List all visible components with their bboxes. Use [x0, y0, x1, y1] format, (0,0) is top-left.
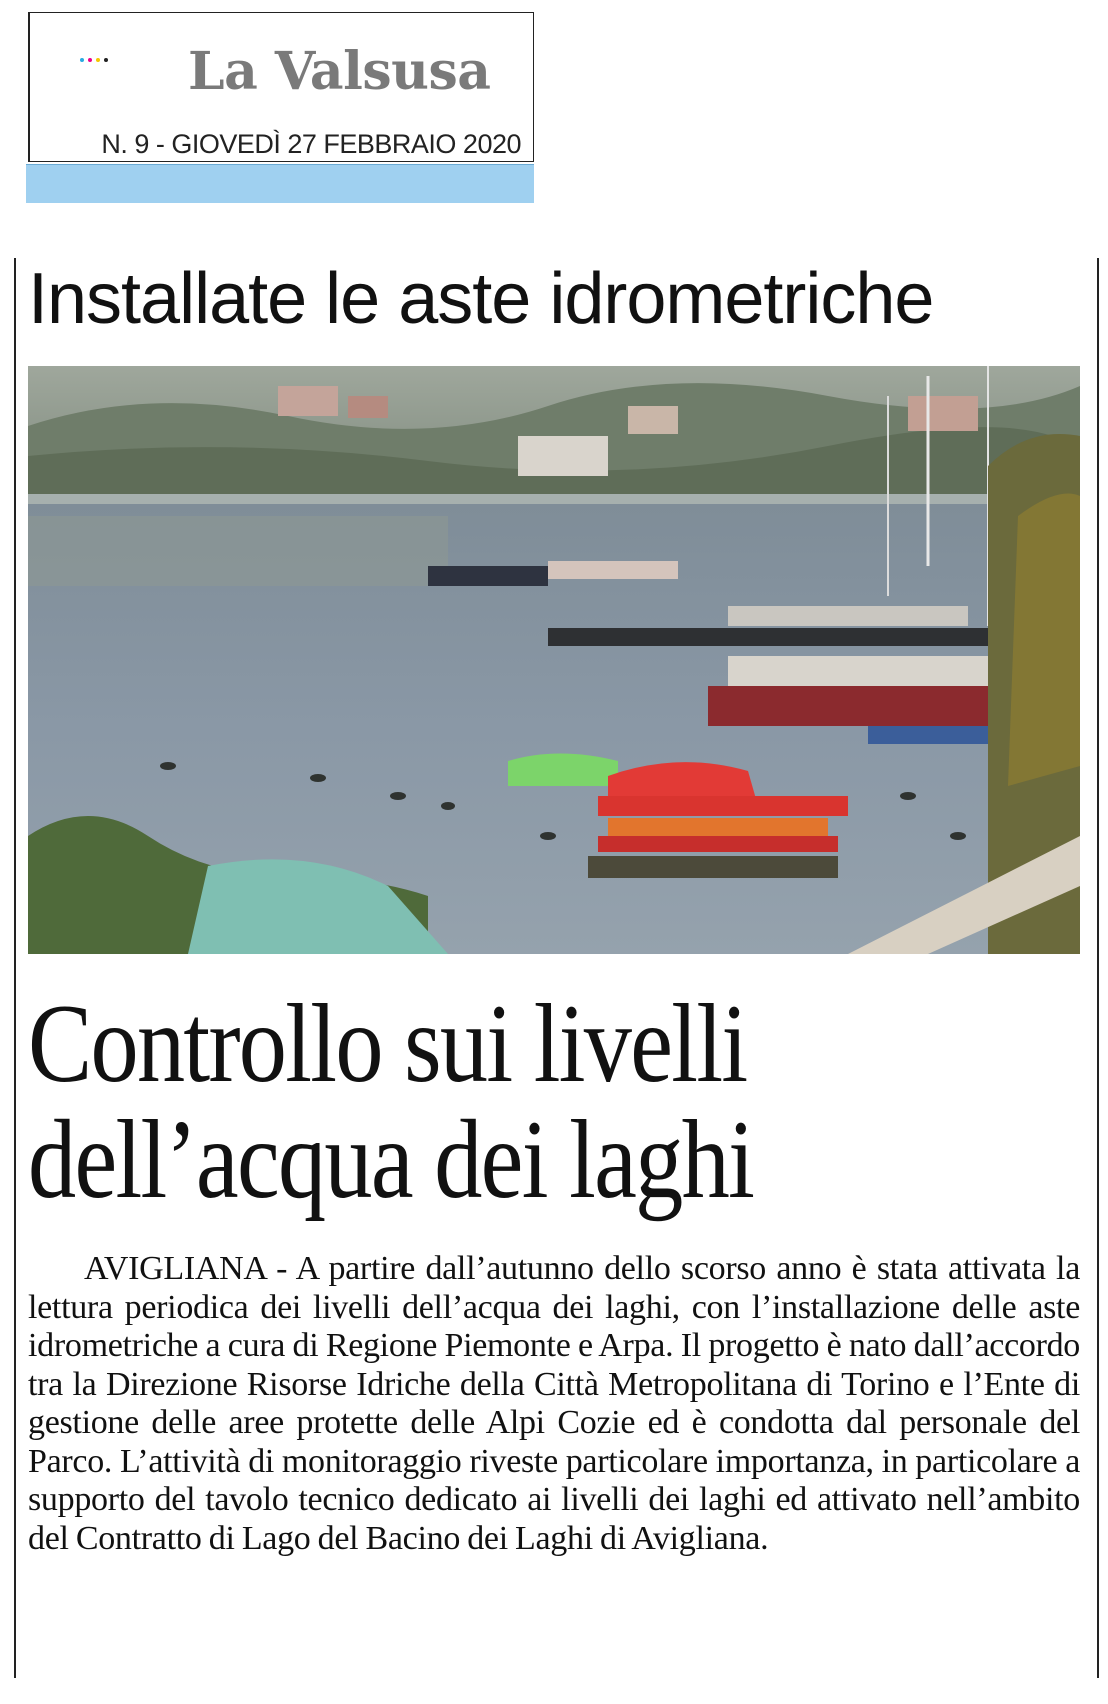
article-body: AVIGLIANA - A partire dall’autunno dello scorso anno è stata attivata la lettura periodica dei livelli dell’acqua dei laghi, con l’installazione delle aste idrometriche a cura di Regione Piemonte e Arpa. Il progetto è nato dall’accordo tra la Direzione Risorse Idriche della Città Metropolitana di Torino e l’Ente di gestione delle aree protette delle Alpi Cozie ed è condotta dal personale del Parco. L’attività di monitoraggio riveste particolare importanza, in particolare a supporto del tavolo tecnico dedicato ai livelli dei laghi ed attivato nell’ambito del Contratto di Lago del Bacino dei Laghi di Avigliana. — [28, 1250, 1080, 1557]
article-headline — [28, 982, 940, 1222]
article-kicker: Installate le aste idrometriche — [28, 259, 934, 339]
headline-line-2: dell’acqua dei laghi — [28, 1098, 754, 1222]
column-rule-right — [1097, 258, 1099, 1678]
masthead-color-bar — [26, 164, 534, 203]
column-rule-left — [14, 258, 16, 1678]
masthead — [28, 12, 534, 162]
article-photo-lake-with-boats — [28, 366, 1080, 954]
issue-date: N. 9 - GIOVEDÌ 27 FEBBRAIO 2020 — [101, 129, 521, 159]
masthead-color-dots — [80, 55, 112, 64]
newspaper-name: La Valsusa — [188, 41, 491, 102]
headline-line-1: Controllo sui livelli — [28, 982, 747, 1106]
